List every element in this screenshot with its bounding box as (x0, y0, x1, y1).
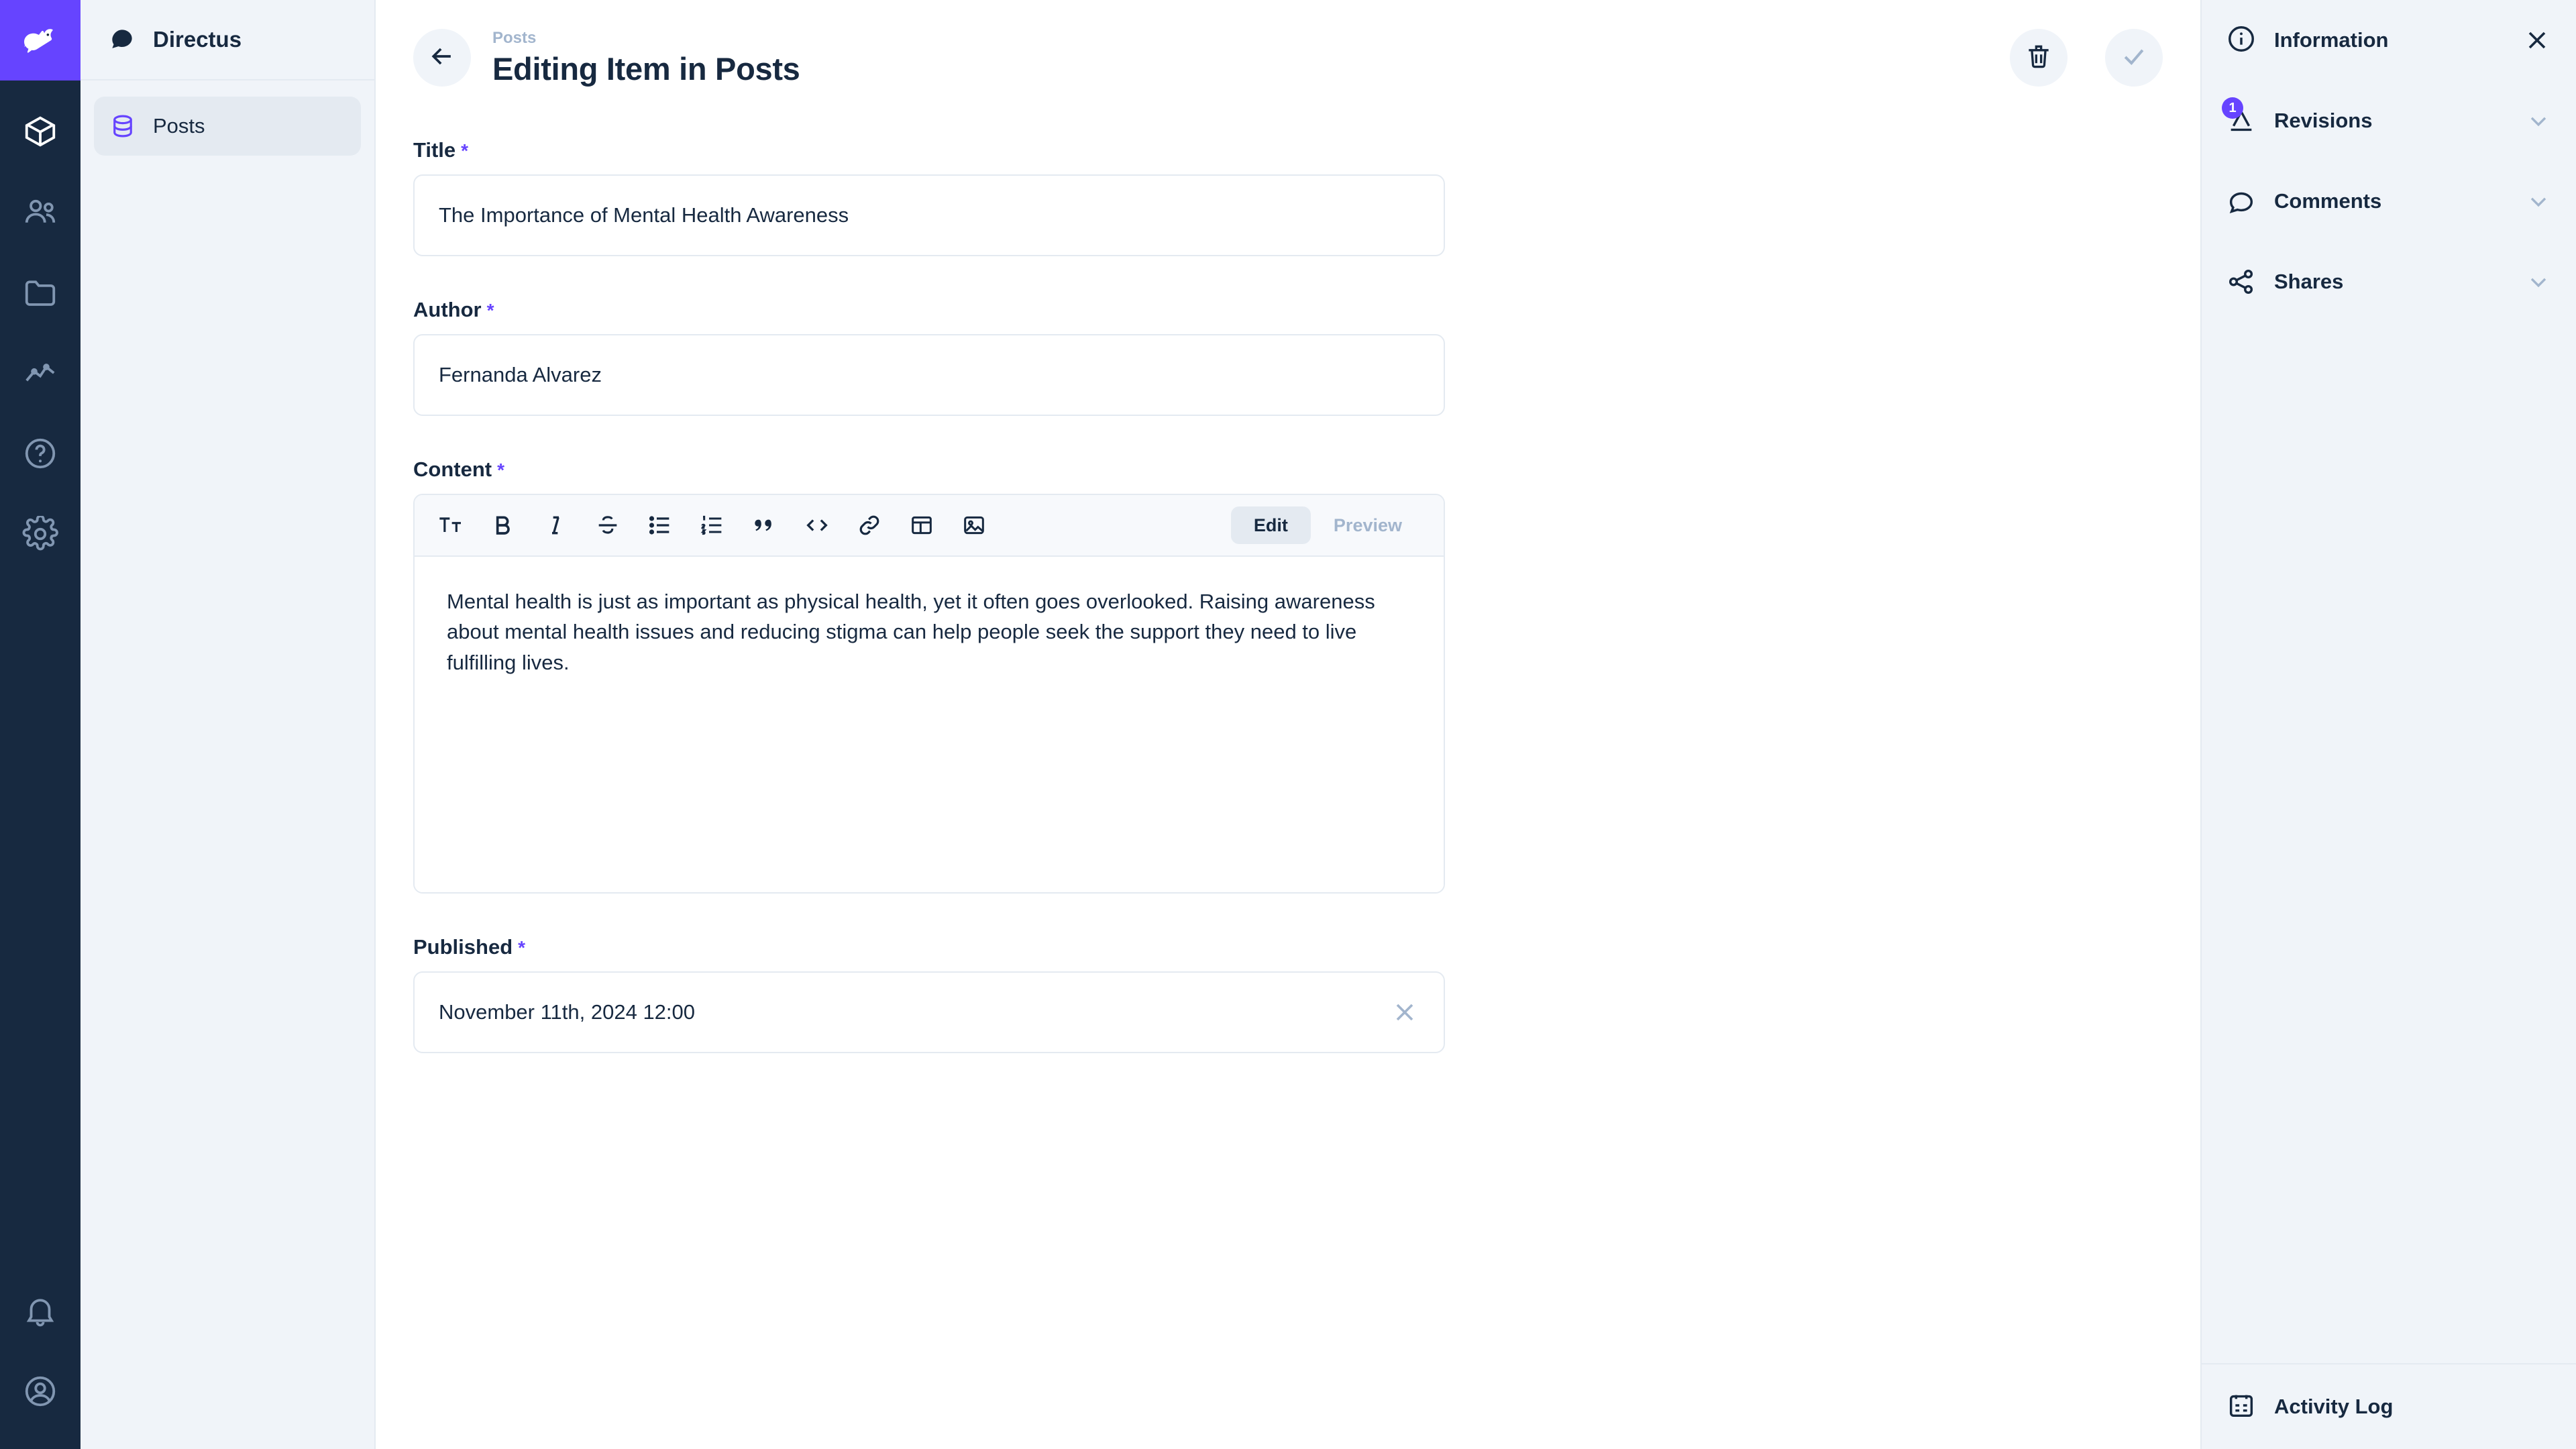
directus-rabbit-logo-icon (19, 18, 61, 63)
module-item-users[interactable] (0, 173, 80, 254)
module-item-settings[interactable] (0, 495, 80, 576)
close-icon[interactable] (1390, 998, 1419, 1027)
bell-icon (22, 1293, 58, 1332)
revisions-badge: 1 (2222, 97, 2243, 119)
field-author (413, 298, 1445, 416)
table-icon[interactable] (904, 508, 939, 543)
sidebar-item-posts[interactable] (94, 97, 361, 156)
activity-log-label: Activity Log (2274, 1395, 2394, 1418)
activity-log-icon (2226, 1390, 2257, 1424)
code-icon[interactable] (800, 508, 835, 543)
revisions-label: Revisions (2274, 109, 2373, 132)
check-icon (2119, 42, 2149, 74)
italic-icon[interactable] (538, 508, 573, 543)
blockquote-icon[interactable] (747, 508, 782, 543)
info-icon (2226, 23, 2257, 58)
chevron-down-icon[interactable] (2525, 188, 2552, 215)
author-input-value: Fernanda Alvarez (439, 363, 602, 386)
account-icon (22, 1373, 58, 1413)
module-item-insights[interactable] (0, 334, 80, 415)
module-item-content[interactable] (0, 93, 80, 173)
tab-edit[interactable]: Edit (1231, 506, 1311, 544)
database-icon (109, 112, 137, 140)
content-textarea[interactable]: Mental health is just as important as physical health, yet it often goes overlooked. Raising awareness about mental health issues and reducing stigma can help people seek the support they need to live fulfilling lives. (415, 557, 1444, 892)
bullet-list-icon[interactable] (643, 508, 678, 543)
close-sidebar-icon[interactable] (2522, 25, 2552, 55)
label-text: Title (413, 138, 456, 162)
sidebar-item-label: Posts (153, 114, 205, 138)
comment-icon (2226, 186, 2257, 217)
delete-button[interactable] (2010, 29, 2068, 87)
insights-icon (22, 355, 58, 394)
required-marker: * (497, 460, 504, 480)
arrow-left-icon (427, 42, 457, 74)
module-item-help[interactable] (0, 415, 80, 495)
label-text: Published (413, 935, 513, 959)
trash-icon (2024, 42, 2053, 74)
content-editor (413, 494, 1445, 894)
published-input[interactable] (413, 971, 1445, 1053)
editor-toolbar (415, 495, 1444, 557)
comments-label: Comments (2274, 189, 2382, 213)
author-input[interactable] (413, 334, 1445, 416)
field-label-title (413, 138, 1445, 162)
bold-icon[interactable] (486, 508, 521, 543)
information-label: Information (2274, 28, 2389, 52)
format-size-icon[interactable] (433, 508, 468, 543)
content-header (376, 0, 2200, 115)
box-icon (22, 113, 58, 153)
sidebar-section-revisions[interactable] (2202, 80, 2576, 161)
module-item-notifications[interactable] (0, 1272, 80, 1352)
module-bar (0, 0, 80, 1449)
editor-mode-toggle (1231, 506, 1425, 544)
module-item-account[interactable] (0, 1352, 80, 1433)
sidebar-section-shares[interactable] (2202, 241, 2576, 322)
information-header[interactable] (2202, 0, 2576, 80)
field-label-content (413, 458, 1445, 482)
project-name: Directus (153, 27, 242, 52)
shares-label: Shares (2274, 270, 2344, 293)
chevron-down-icon[interactable] (2525, 107, 2552, 134)
share-icon (2226, 266, 2257, 297)
revisions-icon (2226, 100, 2257, 136)
help-icon (22, 435, 58, 475)
page-title: Editing Item in Posts (492, 50, 800, 87)
link-icon[interactable] (852, 508, 887, 543)
folder-icon (22, 274, 58, 314)
module-bottom-icons (0, 1272, 80, 1449)
field-title (413, 138, 1445, 256)
field-label-published (413, 935, 1445, 959)
title-input-value: The Importance of Mental Health Awareness (439, 203, 849, 227)
image-icon[interactable] (957, 508, 991, 543)
title-block (492, 29, 800, 87)
directus-mark-icon (107, 25, 137, 54)
published-input-value: November 11th, 2024 12:00 (439, 1000, 696, 1024)
sidebar-section-comments[interactable] (2202, 161, 2576, 241)
save-button[interactable] (2105, 29, 2163, 87)
back-button[interactable] (413, 29, 471, 87)
required-marker: * (461, 140, 469, 161)
strikethrough-icon[interactable] (590, 508, 625, 543)
tab-preview[interactable]: Preview (1333, 515, 1402, 535)
field-published (413, 935, 1445, 1053)
project-header[interactable] (80, 0, 374, 80)
module-icon-list (0, 93, 80, 1272)
required-marker: * (518, 937, 526, 958)
field-content (413, 458, 1445, 894)
right-sidebar (2200, 0, 2576, 1449)
gear-icon (22, 516, 58, 555)
edit-form (376, 115, 1483, 1095)
required-marker: * (486, 300, 494, 321)
collection-list (80, 80, 374, 156)
numbered-list-icon[interactable] (695, 508, 730, 543)
people-icon (22, 194, 58, 233)
breadcrumb[interactable]: Posts (492, 28, 537, 47)
chevron-down-icon[interactable] (2525, 268, 2552, 295)
directus-logo-button[interactable] (0, 0, 80, 80)
module-item-files[interactable] (0, 254, 80, 334)
title-input[interactable] (413, 174, 1445, 256)
label-text: Content (413, 458, 492, 481)
activity-log-button[interactable] (2202, 1363, 2576, 1449)
label-text: Author (413, 298, 482, 321)
main-content (376, 0, 2200, 1449)
field-label-author (413, 298, 1445, 322)
sidebar-spacer (2202, 322, 2576, 1363)
nav-sidebar (80, 0, 376, 1449)
